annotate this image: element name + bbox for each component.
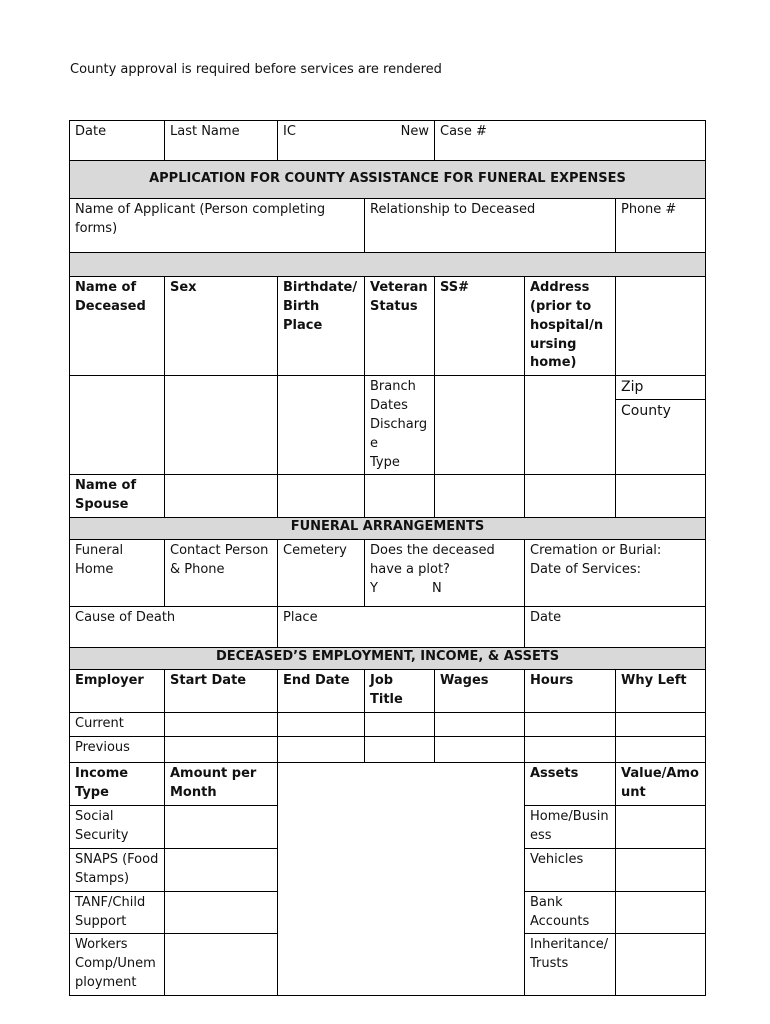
address-extra xyxy=(616,277,706,376)
plot-field[interactable] xyxy=(365,540,525,607)
employment-section-heading: DECEASED’S EMPLOYMENT, INCOME, & ASSETS xyxy=(70,648,706,670)
zip-county-field[interactable] xyxy=(616,376,706,475)
income-item: Social Security xyxy=(70,805,165,848)
current-start-field[interactable] xyxy=(165,713,278,737)
branch-label: Branch xyxy=(370,379,416,395)
death-date-field[interactable]: Date xyxy=(525,607,706,648)
birth-label: Birthdate/Birth Place xyxy=(278,277,365,376)
birth-field[interactable] xyxy=(278,376,365,475)
cremation-field[interactable] xyxy=(525,540,706,607)
spouse-ss-field[interactable] xyxy=(435,475,525,518)
value-label: Value/Amount xyxy=(616,762,706,805)
date-services-label: Date of Services: xyxy=(530,562,642,578)
current-wages-field[interactable] xyxy=(435,713,525,737)
plot-yes[interactable]: Y xyxy=(370,581,378,597)
previous-end-field[interactable] xyxy=(278,736,365,762)
application-form xyxy=(69,120,706,996)
income-assets-spacer xyxy=(278,762,525,805)
relationship-field[interactable]: Relationship to Deceased xyxy=(365,199,616,253)
last-name-field[interactable]: Last Name xyxy=(165,121,278,161)
current-hours-field[interactable] xyxy=(525,713,616,737)
new-label: New xyxy=(400,124,429,139)
type-label: Type xyxy=(370,454,400,470)
income-amount-field[interactable] xyxy=(165,934,278,996)
phone-field[interactable]: Phone # xyxy=(616,199,706,253)
current-end-field[interactable] xyxy=(278,713,365,737)
spouse-label: Name of Spouse xyxy=(70,475,165,518)
why-left-label: Why Left xyxy=(616,670,706,713)
plot-question: Does the deceased have a plot? xyxy=(370,543,495,578)
income-amount-field[interactable] xyxy=(165,891,278,934)
plot-no[interactable]: N xyxy=(432,581,442,597)
hours-label: Hours xyxy=(525,670,616,713)
asset-item: Inheritance/Trusts xyxy=(525,934,616,996)
deceased-name-label: Name of Deceased xyxy=(70,277,165,376)
employer-label: Employer xyxy=(70,670,165,713)
income-item: TANF/Child Support xyxy=(70,891,165,934)
address-label: Address (prior to hospital/nursing home) xyxy=(525,277,616,376)
asset-item: Home/Business xyxy=(525,805,616,848)
current-why-field[interactable] xyxy=(616,713,706,737)
spouse-extra-field[interactable] xyxy=(616,475,706,518)
income-item: Workers Comp/Unemployment xyxy=(70,934,165,996)
discharge-label: Discharge xyxy=(370,416,428,451)
cremation-label: Cremation or Burial: xyxy=(530,543,662,559)
asset-item: Vehicles xyxy=(525,848,616,891)
cause-of-death-field[interactable]: Cause of Death xyxy=(70,607,278,648)
veteran-details-field[interactable] xyxy=(365,376,435,475)
ss-field[interactable] xyxy=(435,376,525,475)
case-number-field[interactable]: Case # xyxy=(435,121,706,161)
deceased-name-field[interactable] xyxy=(70,376,165,475)
previous-why-field[interactable] xyxy=(616,736,706,762)
ic-label: IC xyxy=(283,124,296,139)
section-divider xyxy=(70,253,706,277)
spouse-birth-field[interactable] xyxy=(278,475,365,518)
previous-start-field[interactable] xyxy=(165,736,278,762)
cemetery-field[interactable]: Cemetery xyxy=(278,540,365,607)
zip-label: Zip xyxy=(616,376,705,399)
county-label: County xyxy=(621,402,671,419)
income-type-label: Income Type xyxy=(70,762,165,805)
previous-employer-label: Previous xyxy=(70,736,165,762)
ic-new-field[interactable] xyxy=(278,121,435,161)
assets-label: Assets xyxy=(525,762,616,805)
sex-field[interactable] xyxy=(165,376,278,475)
asset-value-field[interactable] xyxy=(616,934,706,996)
contact-person-field[interactable]: Contact Person & Phone xyxy=(165,540,278,607)
current-employer-label: Current xyxy=(70,713,165,737)
funeral-section-heading: FUNERAL ARRANGEMENTS xyxy=(70,518,706,540)
income-amount-field[interactable] xyxy=(165,848,278,891)
form-title: APPLICATION FOR COUNTY ASSISTANCE FOR FUNERAL EXPENSES xyxy=(70,161,706,199)
veteran-label: Veteran Status xyxy=(365,277,435,376)
current-job-field[interactable] xyxy=(365,713,435,737)
end-date-label: End Date xyxy=(278,670,365,713)
previous-job-field[interactable] xyxy=(365,736,435,762)
approval-notice: County approval is required before services are rendered xyxy=(70,62,442,77)
applicant-name-field[interactable]: Name of Applicant (Person completing forms) xyxy=(70,199,365,253)
address-field[interactable] xyxy=(525,376,616,475)
asset-item: Bank Accounts xyxy=(525,891,616,934)
previous-hours-field[interactable] xyxy=(525,736,616,762)
previous-wages-field[interactable] xyxy=(435,736,525,762)
job-title-label: Job Title xyxy=(365,670,435,713)
start-date-label: Start Date xyxy=(165,670,278,713)
spouse-veteran-field[interactable] xyxy=(365,475,435,518)
wages-label: Wages xyxy=(435,670,525,713)
funeral-home-field[interactable]: Funeral Home xyxy=(70,540,165,607)
income-item: SNAPS (Food Stamps) xyxy=(70,848,165,891)
blank-area xyxy=(278,805,525,995)
place-field[interactable]: Place xyxy=(278,607,525,648)
income-amount-field[interactable] xyxy=(165,805,278,848)
asset-value-field[interactable] xyxy=(616,805,706,848)
asset-value-field[interactable] xyxy=(616,848,706,891)
asset-value-field[interactable] xyxy=(616,891,706,934)
sex-label: Sex xyxy=(165,277,278,376)
ss-label: SS# xyxy=(435,277,525,376)
dates-label: Dates xyxy=(370,398,408,414)
amount-label: Amount per Month xyxy=(165,762,278,805)
date-field[interactable]: Date xyxy=(70,121,165,161)
spouse-address-field[interactable] xyxy=(525,475,616,518)
spouse-sex-field[interactable] xyxy=(165,475,278,518)
